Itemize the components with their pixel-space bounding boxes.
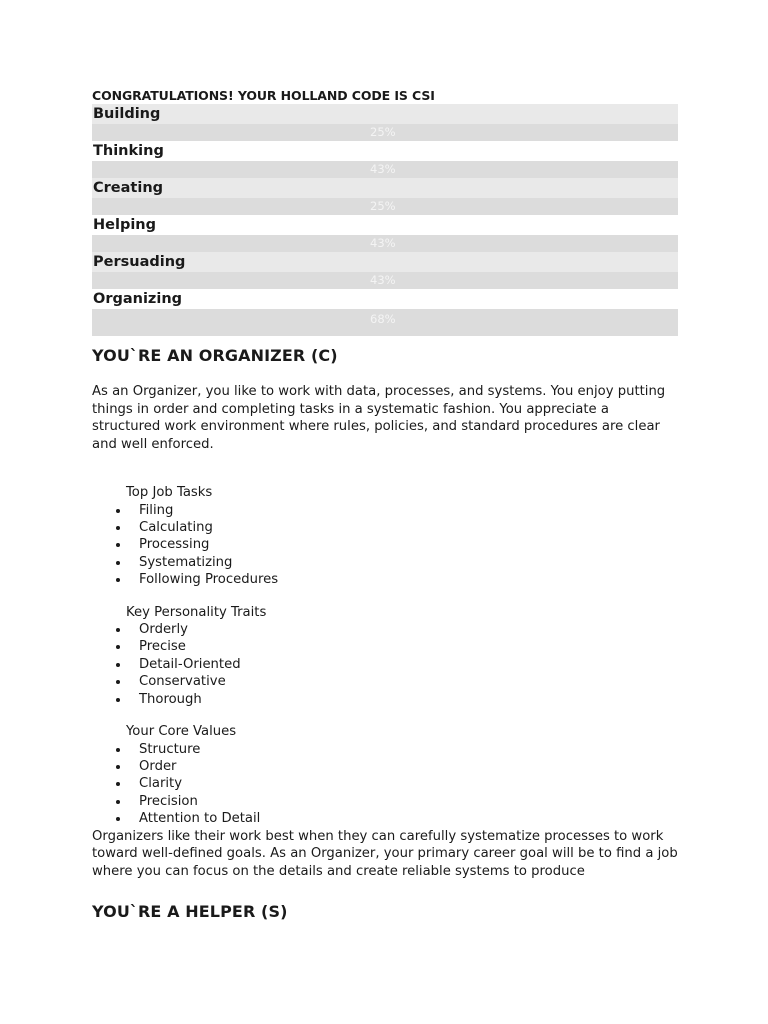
bullet-icon [116, 561, 120, 565]
list-item [92, 775, 678, 792]
list-item-text: Precise [139, 639, 186, 655]
trait-percent: 43% [370, 236, 396, 250]
list-item-text: Calculating [139, 519, 213, 535]
organizer-list-values [92, 723, 678, 828]
list-item [92, 758, 678, 775]
trait-label: Persuading [92, 252, 678, 272]
trait-percent: 43% [370, 273, 396, 287]
list-item-text: Attention to Detail [139, 811, 261, 827]
trait-scores [92, 104, 678, 336]
trait-building [92, 104, 678, 141]
list-item [92, 673, 678, 690]
trait-bar [92, 272, 678, 289]
list-item [92, 554, 678, 571]
trait-helping [92, 215, 678, 252]
list-item-text: Precision [139, 793, 198, 809]
list-item [92, 741, 678, 758]
document-page [92, 88, 678, 921]
trait-percent: 25% [370, 125, 396, 139]
trait-percent: 68% [370, 312, 396, 326]
list-item-text: Systematizing [139, 554, 233, 570]
bullet-icon [116, 628, 120, 632]
trait-label: Organizing [92, 289, 678, 309]
list-item [92, 691, 678, 708]
trait-label: Thinking [92, 141, 678, 161]
trait-label: Creating [92, 178, 678, 198]
trait-label: Building [92, 104, 678, 124]
list-item [92, 519, 678, 536]
list-heading: Top Job Tasks [126, 485, 213, 500]
list-item [92, 621, 678, 638]
list-item-text: Conservative [139, 674, 226, 690]
bullet-icon [116, 765, 120, 769]
list-item [92, 571, 678, 588]
bullet-icon [116, 817, 120, 821]
list-item [92, 656, 678, 673]
congrats-heading: CONGRATULATIONS! YOUR HOLLAND CODE IS CSI [92, 88, 435, 103]
organizer-list-tasks [92, 484, 678, 589]
trait-bar [92, 161, 678, 178]
list-item-text: Clarity [139, 776, 183, 792]
trait-bar [92, 124, 678, 141]
trait-label: Helping [92, 215, 678, 235]
list-item-text: Thorough [139, 691, 202, 707]
list-item-text: Detail-Oriented [139, 656, 241, 672]
organizer-heading: YOU`RE AN ORGANIZER (C) [92, 346, 338, 365]
bullet-icon [116, 748, 120, 752]
list-item [92, 638, 678, 655]
trait-bar [92, 309, 678, 336]
bullet-icon [116, 782, 120, 786]
helper-heading: YOU`RE A HELPER (S) [92, 902, 288, 922]
bullet-icon [116, 578, 120, 582]
trait-creating [92, 178, 678, 215]
organizer-intro: As an Organizer, you like to work with data, processes, and systems. You enjoy putting things in order and completing tasks in a systematic fashion. You appreciate a structured work environment where rules, policies, and standard procedures are clear and well enforced. [92, 384, 666, 452]
organizer-list-traits [92, 604, 678, 709]
organizer-closing: Organizers like their work best when they can carefully systematize processes to work toward well-defined goals. As an Organizer, your primary career goal will be to find a job where you can focus on the details and create reliable systems to produce [92, 828, 678, 879]
trait-thinking [92, 141, 678, 178]
bullet-icon [116, 663, 120, 667]
bullet-icon [116, 543, 120, 547]
trait-bar [92, 235, 678, 252]
list-item [92, 793, 678, 810]
list-heading: Your Core Values [126, 724, 237, 740]
bullet-icon [116, 698, 120, 702]
list-item [92, 502, 678, 519]
list-item-text: Processing [139, 537, 210, 553]
list-heading: Key Personality Traits [126, 604, 267, 620]
list-item-text: Structure [139, 741, 201, 757]
list-item-text: Order [139, 758, 177, 774]
bullet-icon [116, 800, 120, 804]
bullet-icon [116, 509, 120, 513]
list-item-text: Orderly [139, 622, 188, 638]
trait-organizing [92, 289, 678, 336]
bullet-icon [116, 680, 120, 684]
trait-bar [92, 198, 678, 215]
list-item [92, 810, 678, 827]
bullet-icon [116, 645, 120, 649]
bullet-icon [116, 526, 120, 530]
list-item-text: Following Procedures [139, 572, 279, 588]
list-item [92, 536, 678, 553]
trait-percent: 25% [370, 199, 396, 213]
list-item-text: Filing [139, 502, 174, 518]
trait-persuading [92, 252, 678, 289]
trait-percent: 43% [370, 162, 396, 176]
